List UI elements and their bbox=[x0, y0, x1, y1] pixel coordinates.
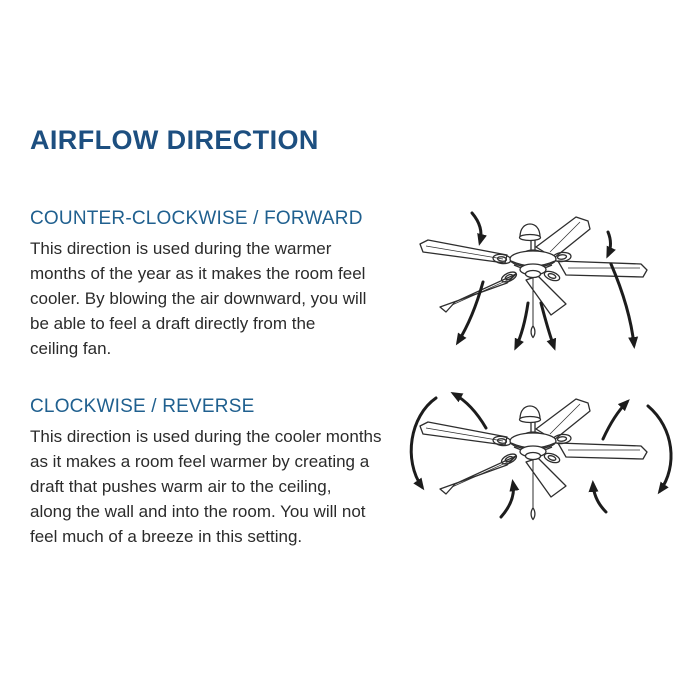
airflow-arrow-up-icon bbox=[454, 394, 486, 428]
airflow-arrow-down-icon bbox=[411, 398, 436, 487]
body-line: feel much of a breeze in this setting. bbox=[30, 527, 303, 546]
airflow-arrow-down-icon bbox=[472, 213, 481, 242]
section-body-reverse bbox=[30, 424, 402, 549]
airflow-arrow-down-icon bbox=[648, 406, 671, 491]
body-line: This direction is used during the warmer bbox=[30, 239, 332, 258]
body-line: This direction is used during the cooler months bbox=[30, 427, 382, 446]
page-title: AIRFLOW DIRECTION bbox=[30, 125, 319, 155]
fan-illustration-downward-airflow bbox=[390, 196, 700, 386]
section-clockwise-reverse bbox=[30, 396, 402, 549]
body-line: be able to feel a draft directly from the bbox=[30, 314, 316, 333]
ceiling-fan-downward-svg bbox=[390, 196, 700, 386]
body-line: along the wall and into the room. You will not bbox=[30, 502, 366, 521]
section-counter-clockwise-forward bbox=[30, 208, 402, 361]
airflow-arrow-down-icon bbox=[516, 303, 528, 347]
body-line: ceiling fan. bbox=[30, 339, 112, 358]
section-heading-reverse: CLOCKWISE / REVERSE bbox=[30, 396, 255, 417]
body-line: cooler. By blowing the air downward, you will bbox=[30, 289, 367, 308]
ceiling-fan-drawing bbox=[420, 217, 647, 338]
ceiling-fan-upward-svg bbox=[390, 384, 700, 586]
airflow-arrow-up-icon bbox=[603, 402, 627, 439]
airflow-arrow-down-icon bbox=[458, 282, 483, 342]
section-body-forward bbox=[30, 236, 402, 361]
downward-airflow-arrows bbox=[458, 213, 634, 347]
body-line: months of the year as it makes the room feel bbox=[30, 264, 366, 283]
airflow-arrow-up-icon bbox=[501, 483, 514, 517]
section-heading-forward: COUNTER-CLOCKWISE / FORWARD bbox=[30, 208, 363, 229]
fan-illustration-upward-airflow bbox=[390, 384, 700, 586]
body-line: draft that pushes warm air to the ceiling, bbox=[30, 477, 332, 496]
ceiling-fan-drawing bbox=[420, 399, 647, 520]
airflow-arrow-up-icon bbox=[593, 484, 606, 512]
airflow-arrow-down-icon bbox=[608, 232, 611, 255]
body-line: as it makes a room feel warmer by creating a bbox=[30, 452, 370, 471]
